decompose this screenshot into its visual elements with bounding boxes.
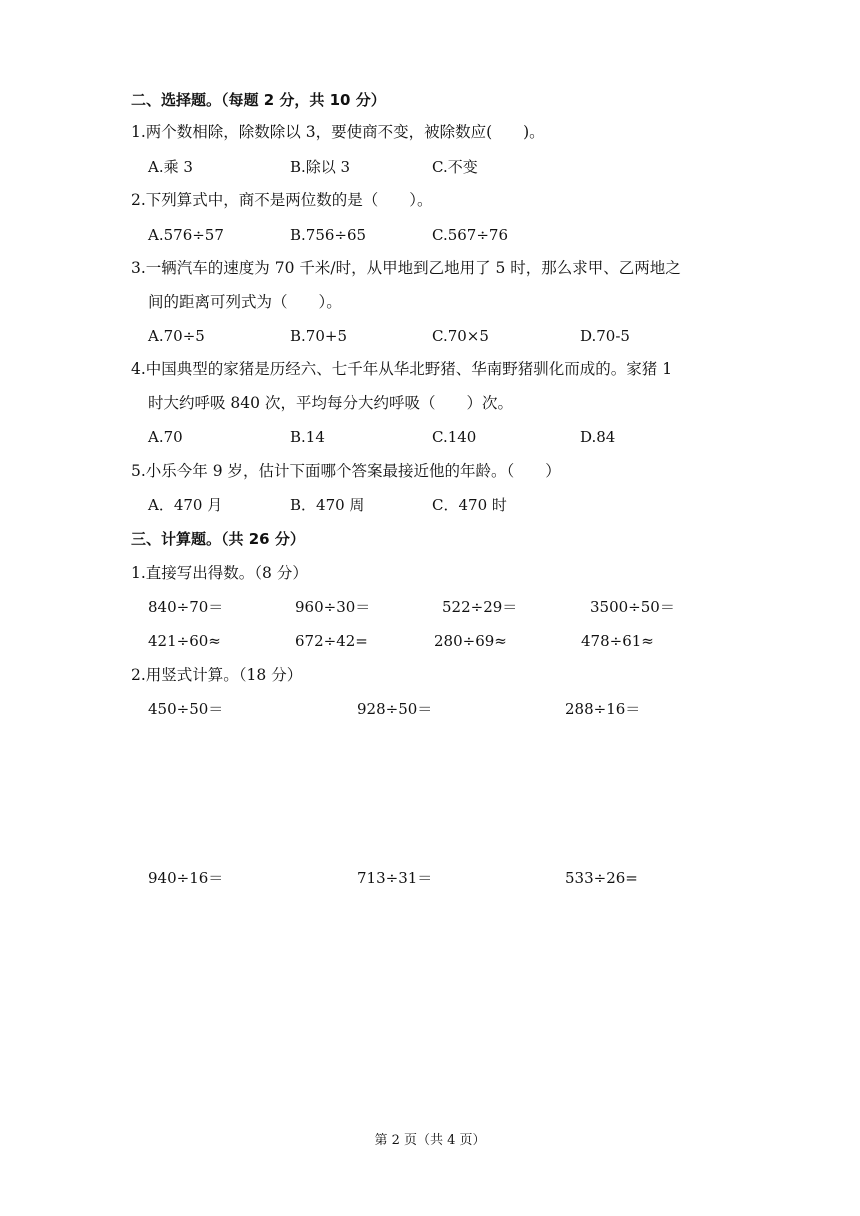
page-footer: 第 2 页（共 4 页）	[374, 1133, 486, 1148]
question-3-stem-line-1: 3.一辆汽车的速度为 70 千米/时，从甲地到乙地用了 5 时，那么求甲、乙两地之	[131, 259, 681, 277]
question-4-option-a: A.70	[148, 428, 183, 446]
vertical-problem-5: 713÷31＝	[357, 869, 433, 887]
part-1-title: 1.直接写出得数。（8 分）	[131, 564, 308, 582]
oral-problem-3: 522÷29＝	[442, 598, 518, 616]
part-2-title: 2.用竖式计算。（18 分）	[131, 666, 303, 684]
oral-problem-1: 840÷70＝	[148, 598, 224, 616]
vertical-problem-4: 940÷16＝	[148, 869, 224, 887]
oral-problem-6: 672÷42=	[295, 632, 368, 650]
section-3-title: 三、计算题。（共 26 分）	[131, 530, 305, 548]
question-2-option-b: B.756÷65	[290, 226, 367, 244]
question-1-option-c: C.不变	[432, 158, 478, 176]
question-4-stem-line-1: 4.中国典型的家猪是历经六、七千年从华北野猪、华南野猪驯化而成的。家猪 1	[131, 360, 673, 378]
vertical-problem-3: 288÷16＝	[565, 700, 641, 718]
question-4-option-c: C.140	[432, 428, 477, 446]
oral-problem-2: 960÷30＝	[295, 598, 371, 616]
question-3-option-b: B.70+5	[290, 327, 347, 345]
question-4-option-d: D.84	[580, 428, 616, 446]
question-4-option-b: B.14	[290, 428, 325, 446]
section-2-title: 二、选择题。（每题 2 分，共 10 分）	[131, 91, 386, 109]
oral-problem-4: 3500÷50＝	[590, 598, 675, 616]
question-5-option-c: C．470 时	[432, 496, 507, 514]
vertical-problem-6: 533÷26=	[565, 869, 638, 887]
question-5-option-b: B．470 周	[290, 496, 365, 514]
question-1-option-a: A.乘 3	[148, 158, 193, 176]
question-2-option-c: C.567÷76	[432, 226, 508, 244]
question-3-stem-line-2: 间的距离可列式为（ ）。	[148, 293, 342, 311]
question-3-option-d: D.70-5	[580, 327, 630, 345]
question-3-option-a: A.70÷5	[148, 327, 205, 345]
oral-problem-8: 478÷61≈	[581, 632, 654, 650]
question-2-stem: 2.下列算式中，商不是两位数的是（ ）。	[131, 191, 433, 209]
question-3-option-c: C.70×5	[432, 327, 489, 345]
question-1-stem: 1.两个数相除，除数除以 3，要使商不变，被除数应( )。	[131, 123, 545, 141]
oral-problem-7: 280÷69≈	[434, 632, 507, 650]
question-5-option-a: A．470 月	[148, 496, 223, 514]
vertical-problem-2: 928÷50＝	[357, 700, 433, 718]
question-2-option-a: A.576÷57	[148, 226, 224, 244]
question-1-option-b: B.除以 3	[290, 158, 351, 176]
oral-problem-5: 421÷60≈	[148, 632, 221, 650]
question-4-stem-line-2: 时大约呼吸 840 次，平均每分大约呼吸（ ）次。	[148, 394, 513, 412]
question-5-stem: 5.小乐今年 9 岁，估计下面哪个答案最接近他的年龄。（ ）	[131, 462, 561, 480]
vertical-problem-1: 450÷50＝	[148, 700, 224, 718]
